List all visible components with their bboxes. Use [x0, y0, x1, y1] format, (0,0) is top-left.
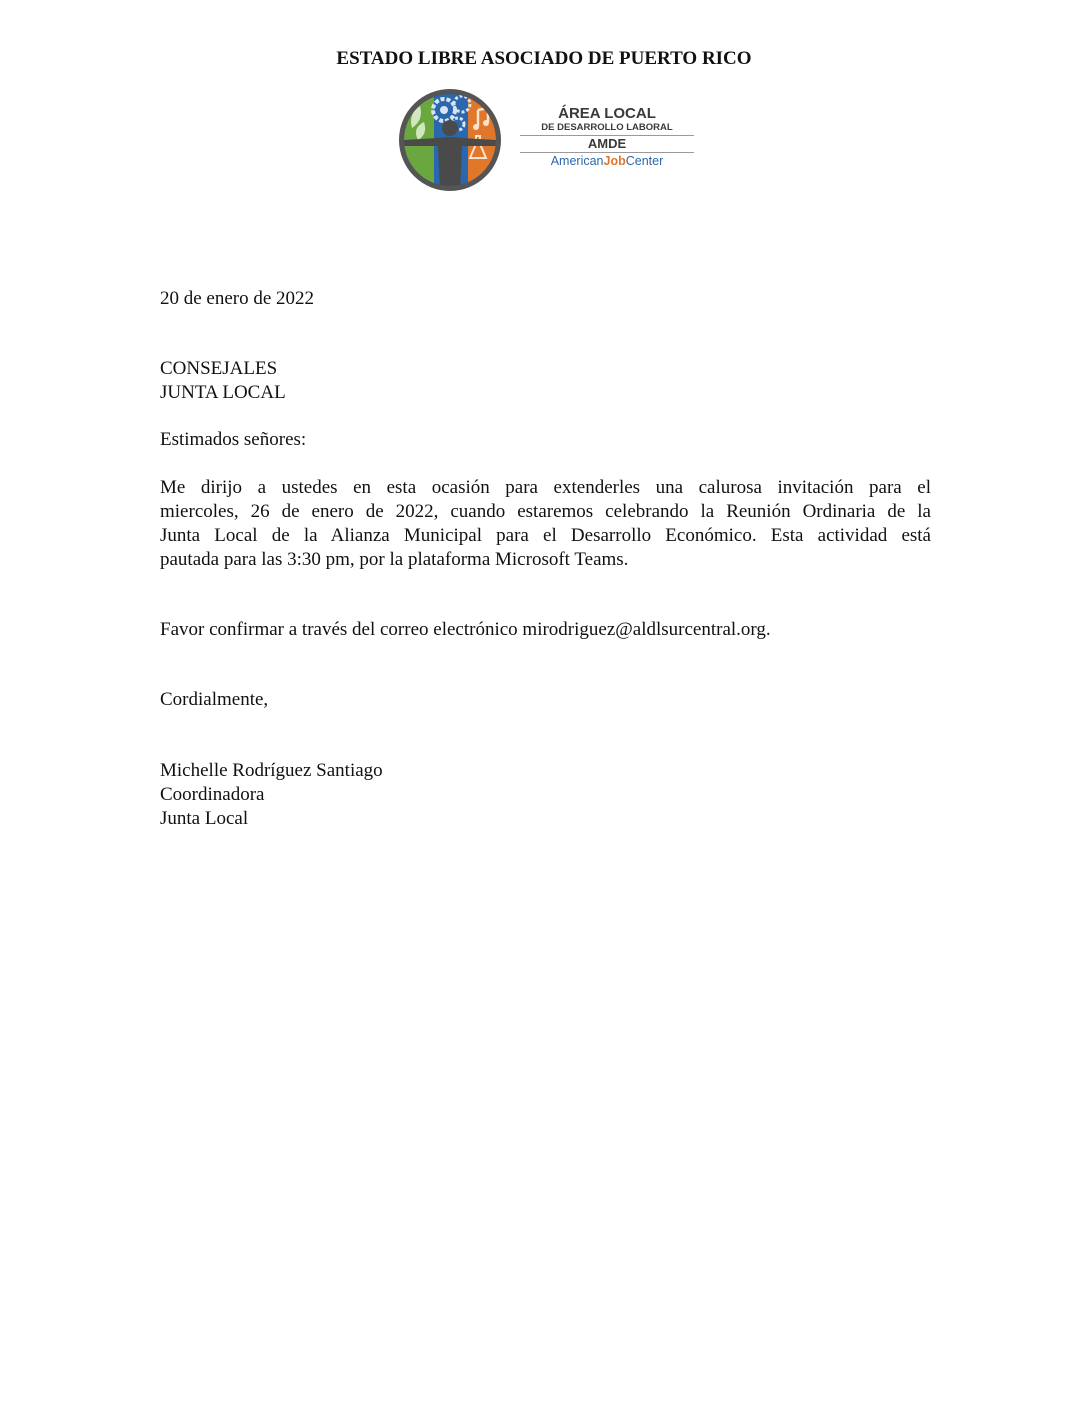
closing: Cordialmente,: [160, 689, 269, 710]
logo-amde: AMDE: [520, 136, 694, 153]
recipient-line: JUNTA LOCAL: [160, 382, 286, 403]
organization-logo: [398, 88, 698, 194]
invitation-paragraph: [160, 476, 931, 572]
signer-organization: Junta Local: [160, 808, 249, 829]
logo-wordmark: [516, 106, 698, 169]
logo-area-local: ÁREA LOCAL: [558, 105, 656, 122]
logo-ajc-center: Center: [625, 154, 664, 168]
recipient-line: CONSEJALES: [160, 358, 278, 379]
workforce-emblem-icon: [398, 88, 502, 192]
logo-desarrollo-laboral: DE DESARROLLO LABORAL: [520, 122, 694, 136]
page-title: ESTADO LIBRE ASOCIADO DE PUERTO RICO: [336, 48, 752, 69]
logo-ajc-job: Job: [603, 154, 626, 168]
paragraph-line: Junta Local de la Alianza Municipal para el Desarrollo Económico. Esta actividad está: [160, 525, 931, 546]
salutation: Estimados señores:: [160, 429, 307, 450]
signer-title: Coordinadora: [160, 784, 265, 805]
signer-name: Michelle Rodríguez Santiago: [160, 760, 383, 781]
logo-ajc-american: American: [550, 154, 604, 168]
confirmation-paragraph: Favor confirmar a través del correo electrónico mirodriguez@aldlsurcentral.org.: [160, 619, 771, 640]
letter-date: 20 de enero de 2022: [160, 288, 315, 309]
paragraph-line: Me dirijo a ustedes en esta ocasión para extenderles una calurosa invitación para el: [160, 477, 931, 498]
signature-block: [160, 759, 931, 831]
paragraph-line: pautada para las 3:30 pm, por la plataforma Microsoft Teams.: [160, 549, 629, 570]
recipient-block: [160, 357, 931, 405]
logo-american-job-center: [516, 154, 698, 169]
paragraph-line: miercoles, 26 de enero de 2022, cuando estaremos celebrando la Reunión Ordinaria de la: [160, 501, 931, 522]
